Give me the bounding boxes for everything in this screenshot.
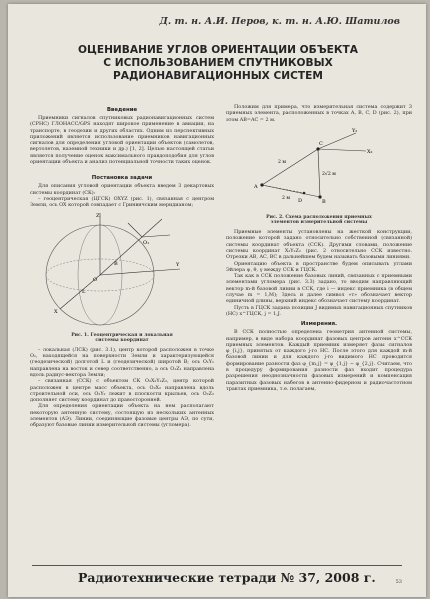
task-heading: Постановка задачи <box>91 175 153 182</box>
fig2-length-ab: 2 м <box>282 195 290 201</box>
task-paragraph-1: Для описания угловой ориентации объекта введем 3 декартовых системы координат (СК): <box>30 183 214 196</box>
journal-title: Радиотехнические тетради № 37, 2008 г. <box>78 570 376 585</box>
fig1-o-label: O <box>93 276 98 283</box>
measurements-heading: Измерения. <box>300 321 338 328</box>
task-paragraph-3: – локальная (ЛСК) (рис. 3.1), центр которой расположен в точке O₁, находящейся на поверхности Земли и характеризующейся (геодезической) долготой L и (геодезической) широтой B; ось O₁Y₁ направлена на восток и север соответственно, а ось O₁Z₁ направлена вдоль радиус-вектора Земли; <box>30 346 214 378</box>
left-column <box>30 104 214 429</box>
right-column <box>226 104 412 392</box>
right-paragraph-3: Ориентацию объекта в пространстве будем описывать углами Эйлера ψ, θ, γ между ССК и ГЦСК. <box>226 260 412 273</box>
figure-1-caption-line-2: системы координат <box>95 338 149 344</box>
figure-1-geocentric-diagram <box>30 209 214 327</box>
right-paragraph-4: Так как в ССК положение базовых линий, связанных с приемными элементами угломера (рис. 3.3) задано, то вводим направляющий вектор m-й базовой линии в ССК, где i — индекс приемника (в общем случае m = 1,M); Здесь и далее символ «т» обозначает вектор единичной длины, верхний индекс обозначает систему координат. <box>226 273 412 305</box>
right-paragraph-2: Приемные элементы установлены на жесткой конструкции, положение которой задано относительно собственной (связанной) системы координат объекта (ССК). Другими словами, положение системы координат X₂Y₂Z₂ (рис. 2 относительно ССК известно. Отрезки AB, AC, BC в дальнейшем будем называть базовыми линиями. <box>226 229 412 261</box>
figure-1-caption-line-1: Рис. 1. Геоцентрическая и локальная <box>71 332 173 338</box>
fig2-x2-label: X₂ <box>367 148 373 155</box>
page-number: 53 <box>395 579 402 585</box>
right-paragraph-5: Пусть в ГЦСК задана позиции J видимых навигационных спутников (НС) x^ГЦСК, j = 1,J. <box>226 304 412 317</box>
figure-2-caption-line-2: элементов измерительной системы <box>270 220 368 226</box>
fig1-z-label: Z <box>96 212 100 219</box>
fig1-x-label: X <box>54 308 58 315</box>
figure-2-caption <box>226 215 412 226</box>
task-paragraph-4: – связанная (ССК) с объектом СК O₂X₂Y₂Z₂, центр которой расположен в центре масс объекта, ось O₂X₂ направлена вдоль строительной оси, ось O₂Y₂ лежит в плоскости крыльев, ось O₂Z₂ дополняет систему координат до правосторонней. <box>30 378 214 404</box>
article-title <box>58 44 378 83</box>
figure-2-antenna-layout <box>226 123 412 209</box>
task-paragraph-5: Для определения ориентации объекта на нем располагают некоторую антенную систему, состоящую из нескольких антенных элементов (АЭ). Линии, соединяющие фазовые центры АЭ, по сути, образуют базовые линии измерительной системы (угломера). <box>30 403 214 429</box>
fig1-o1-label: O₁ <box>143 239 150 246</box>
measurements-paragraph: В ССК полностью определена геометрия антенной системы, например, в виде набора координат фазовых центров антенн x^ССК приемных элементов. Каждый приемник измеряет фазы сигналов φ_{i,j}, принятых от каждого j-го НС. После этого для каждой m-й базовой линии и для каждого j-го видимого НС проводится формирование разности фаз φ_{m,j} = φ_{1,j} − φ_{2,j}. Считаем, что в процедуру формирования разности фаз входит процедура разрешения неоднозначности фазовых измерений и компенсация паразитных фазовых набегов в антенно-фидерном и радиочастотном трактах приемника, т.е. полагаем, <box>226 329 412 392</box>
title-line-2: С ИСПОЛЬЗОВАНИЕМ СПУТНИКОВЫХ <box>103 57 333 69</box>
document-page <box>8 4 426 597</box>
fig2-length-bc: 2√2 м <box>322 171 336 177</box>
title-line-3: РАДИОНАВИГАЦИОННЫХ СИСТЕМ <box>113 70 323 82</box>
right-paragraph-1: Положим для примера, что измерительная система содержит 3 приемных элемента, расположенных в точках A, B, C, D (рис. 2), при этом AB=AC = 2 м. <box>226 104 412 123</box>
fig2-c-label: C <box>319 140 323 147</box>
task-paragraph-2: – геоцентрическая (ЦГСК) OXYZ (рис. 1), связанная с центром Земли, ось OX которой совпадает с Гринвичским меридианом; <box>30 195 214 209</box>
fig2-d-label: D <box>298 197 303 204</box>
fig1-l-label: L <box>82 288 86 295</box>
title-line-1: ОЦЕНИВАНИЕ УГЛОВ ОРИЕНТАЦИИ ОБЪЕКТА <box>78 44 358 56</box>
footer-rule <box>32 565 402 566</box>
intro-paragraph: Приемники сигналов спутниковых радионавигационных систем (СРНС) ГЛОНАСС/GPS находят широкое применение в авиации, на транспорте, в геодезии и других областях. Одним из перспективных приложений является использование приемников навигационных сигналов для определения угловой ориентации объектов (самолетов, вертолетов, наземной техники и др.) [1, 2]. Целью настоящей статьи является получение оценок максимального правдоподобия для углов ориентации объекта и анализ потенциальной точности таких оценок. <box>30 115 214 166</box>
fig2-a-label: A <box>254 183 258 190</box>
figure-2-caption-line-1: Рис. 2. Схема расположения приемных <box>266 214 372 220</box>
figure-1-caption <box>30 333 214 344</box>
fig1-b-label: B <box>114 260 118 267</box>
authors-line: Д. т. н. А.И. Перов, к. т. н. А.Ю. Шатилов <box>159 16 400 27</box>
fig2-y2-label: Y₂ <box>352 127 358 134</box>
fig2-length-ac: 2 м <box>278 159 286 165</box>
fig1-y-label: Y <box>176 261 180 268</box>
intro-heading: Введение <box>106 107 138 113</box>
fig2-b-label: B <box>322 198 326 205</box>
